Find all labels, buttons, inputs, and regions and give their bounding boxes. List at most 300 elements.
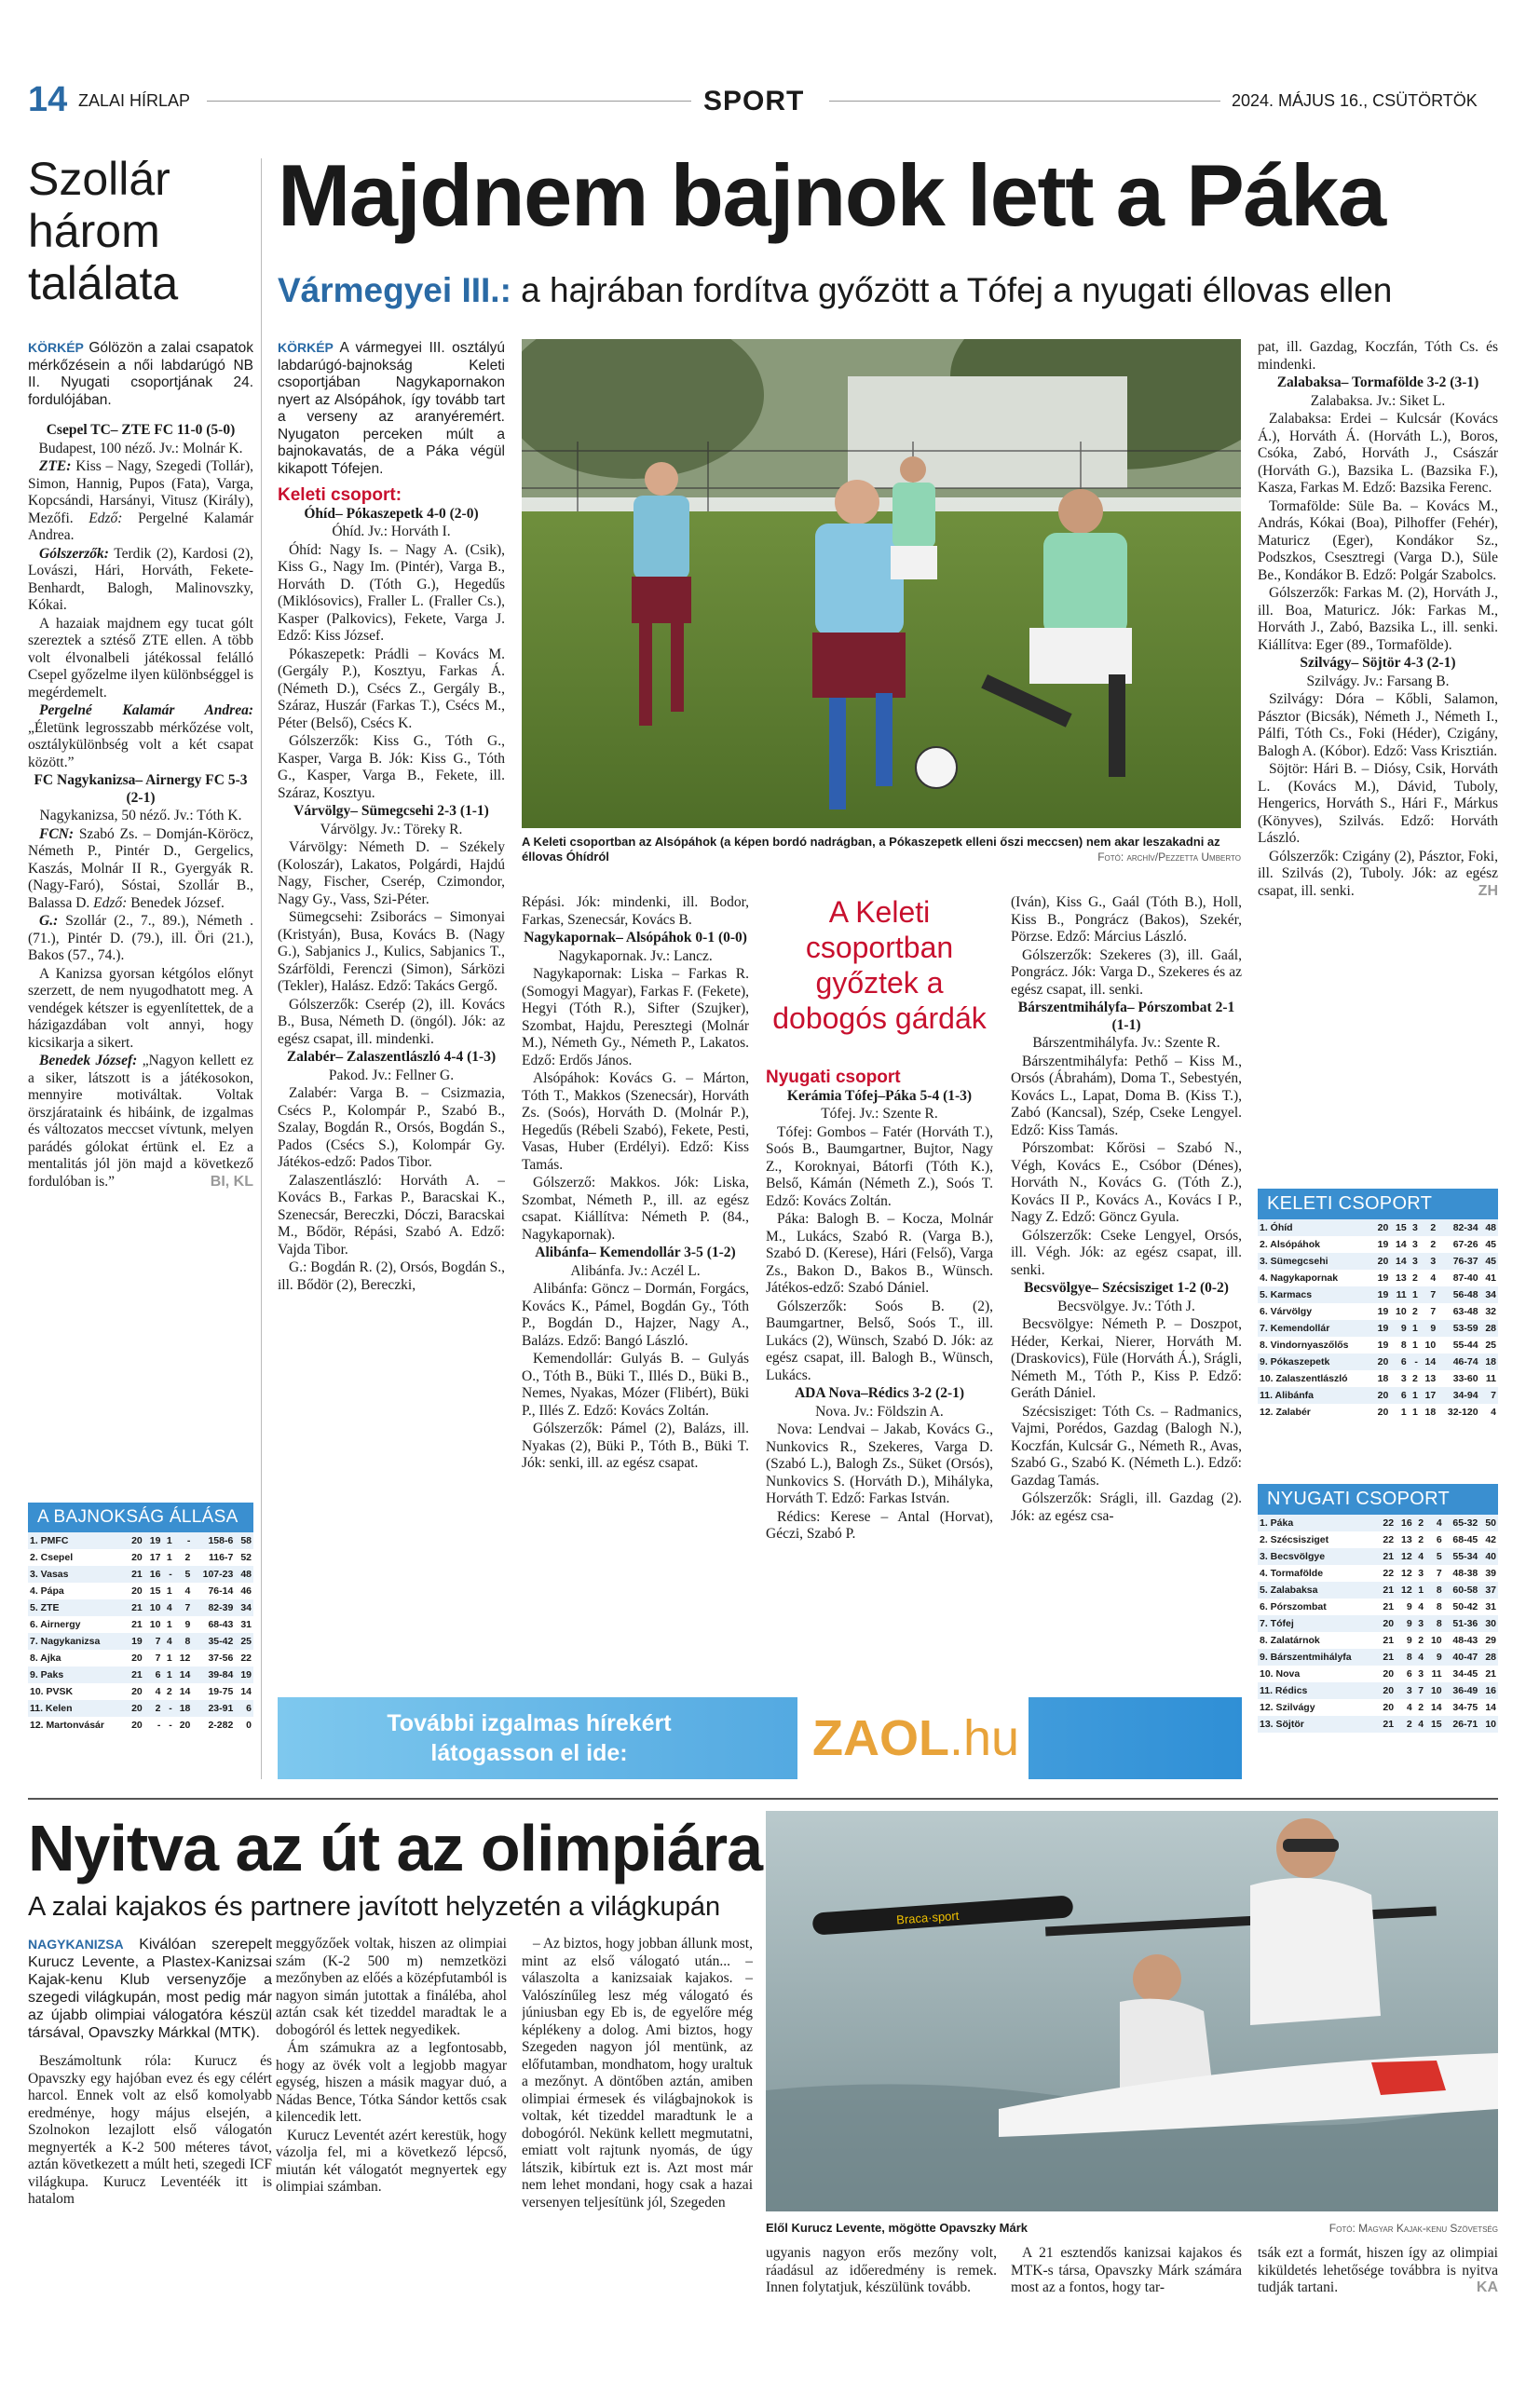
stat-cell: 28 <box>1479 1649 1498 1666</box>
team-cell: 4. Tormafölde <box>1260 1568 1324 1579</box>
stat-cell: 28 <box>1480 1320 1498 1337</box>
stat-cell: 7 <box>1430 1306 1437 1317</box>
table-row <box>1258 1219 1498 1236</box>
table-row <box>1258 1515 1498 1531</box>
stat-cell: 1 <box>162 1532 173 1549</box>
stat-cell: 16 <box>144 1566 163 1583</box>
stat-cell: 1 <box>1412 1340 1418 1351</box>
stat-cell: 20 <box>1372 1354 1390 1370</box>
stat-cell: 34-94 <box>1437 1387 1479 1404</box>
stat-cell: 48-43 <box>1452 1635 1478 1646</box>
olympic-column-3: – Az biztos, hogy jobban állunk most, mint az első válogató után... – válaszolta a kanizsaiak kajakos. – Valószínűleg lesz még válogató és júniusban egy Eb is, de egyelőre még képlékeny a dolog. Ami biztos, hogy Szegeden nagyon jól mentünk, az előfutamban, mondhatom, hogy uraltuk a mezőnyt. A döntőben aztán, amiben olimpiai érmesek és világbajnokok is voltak, két tizeddel maradtunk le a dobogóról. Nekünk kellett megmutatni, emiatt volt rajtunk nyomás, de úgy látszik, kibírtuk ezt is. Azt most már nem lehet mondani, hogy csak a hazai versenyen teljesítünk jól, Szegeden <box>522 1936 753 2211</box>
stat-cell: 8 <box>1396 1649 1414 1666</box>
stat-cell: 68-43 <box>208 1619 234 1630</box>
team-cell: 8. Ajka <box>30 1653 61 1664</box>
pull-quote: A Keleti csoportban győztek a dobogós gárdák <box>772 895 987 1035</box>
stat-cell: 1 <box>1409 1387 1420 1404</box>
team-cell: 4. Nagykapornak <box>1260 1272 1339 1284</box>
stat-cell: 15 <box>149 1585 161 1597</box>
stat-cell: 1 <box>1414 1582 1425 1599</box>
stat-cell: 2 <box>166 1686 172 1697</box>
team-cell: 2. Alsópáhok <box>1260 1239 1320 1250</box>
kayak-photo-caption: Elől Kurucz Levente, mögötte Opavszky Márk Fotó: Magyar Kajak-kenu Szövetség <box>766 2221 1498 2235</box>
stat-cell: 4 <box>1491 1407 1496 1418</box>
stat-cell: 10 <box>1425 1682 1444 1699</box>
stat-cell: 65-32 <box>1444 1515 1480 1531</box>
stat-cell: 76-14 <box>208 1585 234 1597</box>
stat-cell: 5 <box>174 1566 193 1583</box>
stat-cell: 14 <box>240 1686 252 1697</box>
stat-cell: 82-34 <box>1437 1219 1479 1236</box>
main-column-5: pat, ill. Gazdag, Koczfán, Tóth Cs. és mindenki. Zalabaksa– Tormafölde 3-2 (3-1) Zalabaksa. Jv.: Siket L. Zalabaksa: Erdei – Kulcsár (Kovács Á.), Horváth Á. (Horváth L.), Boros, Csóka, Zabó, Horváth J., Császár (Horváth G.), Bazsika L. (Bazsika F.), Kasza, Farkas M. Edző: Bazsika Ferenc. Tormafölde: Süle Ba. – Kovács M., András, Kókai (Boa), Pilhoffer (Fehér), Maturicz (Eger), Kondákor Sz., Podszkos, Csesztregi (Varga D.), Süle Be., Kondákor B. Edző: Polgár Szabolcs. Gólszerzők: Farkas M. (2), Horváth J., ill. Boa, Maturicz. Jók: Farkas M., Horváth J., Zabó, Bazsika L., ill. senki. Kiállítva: Eger (89., Tormafölde). Szilvágy– Söjtör 4-3 (2-1) Szilvágy. Jv.: Farsang B. Szilvágy: Dóra – Kőbli, Salamon, Pásztor (Bicsák), Németh J., Németh I., Pálfi, Tóth Cs., Foki (Héder), Czigány, Balogh A. (Kóbor). Edző: Vass Krisztián. Söjtör: Hári B. – Diósy, Csik, Horváth L. (Kovács M.), Dávid, Tuboly, Hengerics, Horváth S., Hári F., Márkus (Könyves), Szilvás. Edző: Horváth László. Gólszerzők: Czigány (2), Pásztor, Foki, ill. Szilvás (2), Tuboly. Jók: az egész csapat, ill. senki. ZH <box>1258 339 1498 899</box>
stat-cell: 39-84 <box>192 1667 235 1683</box>
table-row <box>28 1549 253 1566</box>
stat-cell: 14 <box>174 1667 193 1683</box>
team-cell: 2. Szécsisziget <box>1260 1534 1329 1545</box>
team-cell: 5. Zalabaksa <box>1258 1582 1377 1599</box>
table-row <box>1258 1666 1498 1682</box>
stat-cell: 34 <box>1480 1286 1498 1303</box>
stat-cell: 20 <box>1383 1668 1395 1680</box>
stat-cell: 3 <box>1400 1373 1407 1384</box>
stat-cell: 20 <box>1377 1407 1389 1418</box>
stat-cell: 14 <box>1430 1702 1442 1713</box>
main-subtitle: Vármegyei III.: a hajrában fordítva győzött a Tófej a nyugati éllovas ellen <box>278 271 1393 309</box>
stat-cell: 1 <box>166 1585 172 1597</box>
team-cell: 5. ZTE <box>28 1599 126 1616</box>
stat-cell: 8 <box>174 1633 193 1650</box>
stat-cell: 16 <box>1396 1515 1414 1531</box>
stat-cell: 4 <box>1425 1515 1444 1531</box>
stat-cell: 9 <box>1390 1320 1408 1337</box>
stat-cell: 15 <box>1425 1716 1444 1733</box>
stat-cell: 9 <box>184 1619 191 1630</box>
stat-cell: 19 <box>144 1532 163 1549</box>
kayak-photo <box>766 1811 1498 2211</box>
stat-cell: 3 <box>1418 1668 1424 1680</box>
stat-cell: 33-60 <box>1452 1373 1478 1384</box>
standings-table <box>28 1503 253 1734</box>
stat-cell: 12 <box>179 1653 191 1664</box>
stat-cell: 14 <box>1390 1253 1408 1270</box>
keleti-table <box>1258 1189 1498 1421</box>
stat-cell: 1 <box>166 1653 172 1664</box>
stat-cell: 3 <box>1412 1239 1418 1250</box>
table-row <box>28 1683 253 1700</box>
stat-cell: 2 <box>1430 1239 1437 1250</box>
stat-cell: 19 <box>235 1667 253 1683</box>
team-cell: 11. Kelen <box>28 1700 126 1717</box>
main-column-2: Répási. Jók: mindenki, ill. Bodor, Farkas, Szenecsár, Kovács B. Nagykapornak– Alsópáhok 0-1 (0-0) Nagykapornak. Jv.: Lancz. Nagykapornak: Liska – Farkas R. (Somogyi Magyar), Farkas F. (Fekete), Hegyi (Tóth R.), Sifter (Szujker), Szombat, Hajdu, Peresztegi (Molnár M.), Németh Gy., Németh P., Lakatos. Edző: Erdős János. Alsópáhok: Kovács G. – Márton, Tóth T., Makkos (Szenecsár), Horváth Zs. (Soós), Horváth D. (Molnár P.), Hegedűs (Rébeli Szabó), Fekete, Pesti, Vasas, Huber (Erdélyi). Edző: Kiss Tamás. Gólszerző: Makkos. Jók: Liska, Szombat, Németh P., ill. az egész csapat. Kiállítva: Németh P. (84., Nagykapornak). Alibánfa– Kemendollár 3-5 (1-2) Alibánfa. Jv.: Aczél L. Alibánfa: Göncz – Dormán, Forgács, Kovács K., Pámel, Bogdán Gy., Tóth P., Bogdán D., Hajzer, Nagy A., Balázs. Edző: Bangó László. Kemendollár: Gulyás B. – Gulyás O., Tóth B., Büki T., Illés D., Büki B., Nemes, Nyakas, Mózer (Flibért), Büki P., Illés Z. Edző: Kovács Zoltán. Gólszerzők: Pámel (2), Balázs, ill. Nyakas (2), Büki P., Tóth B., Büki T. Jók: senki, ill. az egész csapat. <box>522 894 749 1471</box>
stat-cell: 7 <box>1480 1387 1498 1404</box>
stat-cell: 19 <box>1377 1272 1389 1284</box>
team-cell: 4. Pápa <box>30 1585 64 1597</box>
stat-cell: 31 <box>240 1619 252 1630</box>
stat-cell: 8 <box>1436 1601 1442 1612</box>
stat-cell: 13 <box>1424 1373 1437 1384</box>
team-cell: 3. Becsvölgye <box>1258 1548 1377 1565</box>
table-row <box>1258 1699 1498 1716</box>
side-rule <box>261 158 262 1779</box>
stat-cell: 2 <box>144 1700 163 1717</box>
stat-cell: 20 <box>1377 1615 1396 1632</box>
stat-cell: 20 <box>131 1686 143 1697</box>
olympic-column-5: A 21 esztendős kanizsai kajakos és MTK-s társa, Opavszky Márk számára most az a fontos, hogy tar- <box>1011 2245 1242 2295</box>
stat-cell: 34-45 <box>1452 1668 1478 1680</box>
stat-cell: 45 <box>1480 1253 1498 1270</box>
stat-cell: 25 <box>1485 1340 1496 1351</box>
stat-cell: 17 <box>149 1552 161 1563</box>
section-divider <box>28 1798 1498 1800</box>
stat-cell: 2 <box>1418 1534 1424 1545</box>
stat-cell: 20 <box>1383 1702 1395 1713</box>
stat-cell: 55-44 <box>1452 1340 1478 1351</box>
table-row <box>1258 1565 1498 1582</box>
table-row <box>1258 1303 1498 1320</box>
stat-cell: 82-39 <box>192 1599 235 1616</box>
team-cell: 10. Zalaszentlászló <box>1260 1373 1348 1384</box>
banner-text-1: További izgalmas hírekért <box>387 1710 672 1736</box>
stat-cell: 116-7 <box>209 1552 234 1563</box>
stat-cell: 12 <box>1396 1548 1414 1565</box>
stat-cell: 63-48 <box>1452 1306 1478 1317</box>
football-photo-caption: A Keleti csoportban az Alsópáhok (a képen bordó nadrágban, a Pókaszepetk elleni őszi meccsen) nem akar leszakadni az éllovas Óhídról Fotó: archív/Pezzetta Umberto <box>522 835 1241 864</box>
stat-cell: 11 <box>1390 1286 1408 1303</box>
stat-cell: 4 <box>162 1599 173 1616</box>
stat-cell: 11 <box>1485 1373 1496 1384</box>
stat-cell: 14 <box>1420 1354 1437 1370</box>
nyugati-table-title: NYUGATI CSOPORT <box>1258 1484 1498 1515</box>
stat-cell: 4 <box>1406 1702 1412 1713</box>
stat-cell: 2 <box>1414 1515 1425 1531</box>
table-row <box>28 1650 253 1667</box>
table-row <box>1258 1320 1498 1337</box>
stat-cell: 21 <box>1377 1649 1396 1666</box>
olympic-column-1: NAGYKANIZSA Kiválóan szerepelt Kurucz Levente, a Plastex-Kanizsai Kajak-kenu Klub versenyzője a szegedi világkupán, most pedig már az újabb olimpiai válogatóra készül társával, Opavszky Márkkal (MTK). Beszámoltunk róla: Kurucz és Opavszky egy hajóban evez és egy célért harcol. Ennek volt az első komolyabb eredménye, hogy május elsején, a Szolnokon lezajlott első válogatón megnyerték a K-2 500 méteres távot, aztán következett a múlt heti, szegedi ICF világkupa. Kurucz Leventéék itt is hatalom <box>28 1937 272 2207</box>
stat-cell: 4 <box>155 1686 161 1697</box>
stat-cell: 2-282 <box>208 1720 234 1731</box>
stat-cell: 1 <box>1400 1407 1407 1418</box>
stat-cell: 31 <box>1485 1601 1496 1612</box>
stat-cell: 19 <box>1377 1340 1389 1351</box>
table-row <box>1258 1615 1498 1632</box>
stat-cell: 4 <box>184 1585 191 1597</box>
stat-cell: 18 <box>174 1700 193 1717</box>
stat-cell: 2 <box>1418 1702 1424 1713</box>
stat-cell: 1 <box>162 1667 173 1683</box>
stat-cell: 50-42 <box>1452 1601 1478 1612</box>
stat-cell: 2 <box>1396 1716 1414 1733</box>
stat-cell: 20 <box>131 1653 143 1664</box>
team-cell: 12. Zalabér <box>1260 1407 1311 1418</box>
main-column-1: KÖRKÉP A vármegyei III. osztályú labdarúgó-bajnokság Keleti csoportjában Nagykapornakon nyert az Alsópáhok, így tovább tart a verseny az aranyéremért. Nyugaton perceken múlt a bajnokavatás, de a Páka végül kikapott Tófejen. Keleti csoport: Óhíd– Pókaszepetk 4-0 (2-0) Óhíd. Jv.: Horváth I. Óhíd: Nagy Is. – Nagy A. (Csik), Kiss G., Nagy Im. (Pintér), Varga B., Horváth D. (Tóth G.), Hegedűs (Miklósovics), Fraller L. (Fraller Cs.), Kasper (Palkovics), Fekete, Varga J. Edző: Kiss József. Pókaszepetk: Prádli – Kovács M. (Gergály P.), Kosztyu, Farkas Á. (Németh D.), Csécs Z., Gergály B., Száraz, Huszár (Farkas T.), Csécs M., Péter (Belső), Csécs K. Gólszerzők: Kiss G., Tóth G., Kasper, Varga B. Jók: Kiss G., Tóth G., Kasper, Varga B., Fekete, ill. Száraz, Kosztyu. Várvölgy– Sümegcsehi 2-3 (1-1) Várvölgy. Jv.: Töreky R. Várvölgy: Németh D. – Székely (Koloszár), Lakatos, Polgárdi, Hajdú Nagy, Fischer, Cserép, Czimondor, Nagy Gy., Vass, Szi-Péter. Sümegcsehi: Zsiborács – Simonyai (Kristyán), Busa, Kovács B. (Nagy G.), Sabjanics J., Kulics, Sabjanics T., Szárföldi, Ferenczi (Simon), Sárközi (Tekler), Halász. Edző: Takács Gergő. Gólszerzők: Cserép (2), ill. Kovács B., Busa, Németh D. (öngól). Jók: az egész csapat, ill. mindenki. Zalabér– Zalaszentlászló 4-4 (1-3) Pakod. Jv.: Fellner G. Zalabér: Varga B. – Csizmazia, Csécs P., Kolompár P., Szabó B., Szalay, Bogdán R., Orsós, Bogdán S., Pados (Csécs S.), Kolompár Gy. Játékos-edző: Pados Tibor. Zalaszentlászló: Horváth A. – Kovács B., Farkas P., Baracskai K., Szenecsár, Bereczki, Dóczi, Baracskai M., Bődör, Répási, Szabó A. Edző: Vajda Tibor. G.: Bogdán R. (2), Orsós, Bogdán S., ill. Bődör (2), Bereczki, <box>278 340 505 1293</box>
table-row <box>28 1717 253 1734</box>
team-cell: 7. Nagykanizsa <box>28 1633 126 1650</box>
stat-cell: 9 <box>1420 1320 1437 1337</box>
team-cell: 12. Szilvágy <box>1260 1702 1315 1713</box>
stat-cell: 14 <box>1396 1239 1407 1250</box>
stat-cell: 9 <box>1406 1601 1412 1612</box>
paper-name: ZALAI HÍRLAP <box>78 91 191 110</box>
team-cell: 6. Várvölgy <box>1260 1306 1313 1317</box>
standings-title: A BAJNOKSÁG ÁLLÁSA <box>28 1503 253 1532</box>
stat-cell: 1 <box>1409 1320 1420 1337</box>
stat-cell: 1 <box>1409 1286 1420 1303</box>
team-cell: 11. Alibánfa <box>1258 1387 1372 1404</box>
stat-cell: 17 <box>1420 1387 1437 1404</box>
stat-cell: 2 <box>1412 1373 1418 1384</box>
header-rule-left <box>207 101 691 102</box>
stat-cell: 46-74 <box>1437 1354 1479 1370</box>
stat-cell: 21 <box>126 1599 144 1616</box>
team-cell: 7. Kemendollár <box>1258 1320 1372 1337</box>
stat-cell: 19 <box>1377 1239 1389 1250</box>
stat-cell: 20 <box>1372 1253 1390 1270</box>
stat-cell: 21 <box>1383 1635 1395 1646</box>
stat-cell: 8 <box>1425 1615 1444 1632</box>
stat-cell: 19 <box>1372 1320 1390 1337</box>
stat-cell: 39 <box>1485 1568 1496 1579</box>
stat-cell: 68-45 <box>1452 1534 1478 1545</box>
stat-cell: 4 <box>1414 1716 1425 1733</box>
zaol-banner[interactable] <box>278 1697 1242 1779</box>
stat-cell: 2 <box>1420 1219 1437 1236</box>
stat-cell: 158-6 <box>192 1532 235 1549</box>
stat-cell: 4 <box>1418 1601 1424 1612</box>
stat-cell: 7 <box>144 1633 163 1650</box>
stat-cell: 3 <box>1409 1253 1420 1270</box>
stat-cell: 40-47 <box>1444 1649 1480 1666</box>
olympic-column-6: tsák ezt a formát, hiszen így az olimpiai kiküldetés lehetősége továbbra is nyitva tudják tartani. KA <box>1258 2245 1498 2295</box>
stat-cell: 4 <box>1414 1548 1425 1565</box>
stat-cell: 3 <box>1418 1568 1424 1579</box>
stat-cell: 46 <box>240 1585 252 1597</box>
stat-cell: 9 <box>1396 1615 1414 1632</box>
stat-cell: 19 <box>126 1633 144 1650</box>
stat-cell: 35-42 <box>192 1633 235 1650</box>
team-cell: 10. PVSK <box>30 1686 74 1697</box>
stat-cell: 7 <box>1414 1682 1425 1699</box>
stat-cell: 5 <box>1425 1548 1444 1565</box>
team-cell: 12. Martonvásár <box>30 1720 104 1731</box>
stat-cell: 2 <box>1418 1635 1424 1646</box>
stat-cell: 21 <box>1377 1582 1396 1599</box>
stat-cell: 22 <box>1383 1534 1395 1545</box>
table-row <box>1258 1599 1498 1615</box>
main-column-3: Nyugati csoport Kerámia Tófej–Páka 5-4 (1-3) Tófej. Jv.: Szente R. Tófej: Gombos – Fatér (Horváth T.), Soós B., Baumgartner, Bujtor, Nagy Z., Koroknyai, Bátorfi (Tóth K.), Belső, Kámán (Németh Z.), Soós T. Edző: Kovács Zoltán. Páka: Balogh B. – Kocza, Molnár M., Lukács, Szabó R. (Varga B.), Szabó D. (Kerese), Hári (Felső), Varga Zs., Bakon D., Bakos B., Wünsch. Játékos-edző: Szabó Dániel. Gólszerzők: Soós B. (2), Baumgartner, Belső, Soós T., ill. Lukács (2), Wünsch, Szabó D. Jók: az egész csapat, ill. Balogh B., Wünsch, Lukács. ADA Nova–Rédics 3-2 (2-1) Nova. Jv.: Földszin A. Nova: Lendvai – Jakab, Kovács G., Nunkovics R., Szekeres, Varga D. (Szabó L.), Balogh Zs., Süket (Orsós), Nunkovics S. (Horváth D.), Mihályka, Horváth T. Edző: Farkas István. Rédics: Kerese – Antal (Horvat), Géczi, Szabó P. <box>766 1069 993 1542</box>
stat-cell: 21 <box>126 1566 144 1583</box>
stat-cell: - <box>157 1720 161 1731</box>
svg-text:Braca·sport: Braca·sport <box>895 1908 960 1927</box>
stat-cell: 16 <box>1479 1682 1498 1699</box>
section-name: SPORT <box>703 86 805 116</box>
banner-logo: ZAOL.hu <box>811 1710 1020 1766</box>
table-row <box>28 1583 253 1599</box>
stat-cell: 4 <box>1414 1649 1425 1666</box>
olympic-subtitle: A zalai kajakos és partnere javított helyzetén a világkupán <box>28 1892 721 1922</box>
stat-cell: 7 <box>155 1653 161 1664</box>
stat-cell: 60-58 <box>1444 1582 1480 1599</box>
stat-cell: 18 <box>1424 1407 1437 1418</box>
kayak-photo-illustration <box>766 1811 1498 2211</box>
stat-cell: 10 <box>1479 1716 1498 1733</box>
stat-cell: 3 <box>1409 1219 1420 1236</box>
football-photo <box>522 339 1241 828</box>
stat-cell: 50 <box>1479 1515 1498 1531</box>
team-cell: 5. Karmacs <box>1258 1286 1372 1303</box>
table-row <box>28 1566 253 1583</box>
stat-cell: 19 <box>1372 1286 1390 1303</box>
table-row <box>28 1599 253 1616</box>
stat-cell: 20 <box>1372 1387 1390 1404</box>
team-cell: 8. Zalatárnok <box>1260 1635 1320 1646</box>
stat-cell: 9 <box>1425 1649 1444 1666</box>
table-row <box>1258 1682 1498 1699</box>
stat-cell: 41 <box>1485 1272 1496 1284</box>
stat-cell: 1 <box>166 1619 172 1630</box>
team-cell: 2. Csepel <box>30 1552 74 1563</box>
stat-cell: 23-91 <box>192 1700 235 1717</box>
table-row <box>1258 1253 1498 1270</box>
team-cell: 3. Sümegcsehi <box>1258 1253 1372 1270</box>
side-text: KÖRKÉP Gólözön a zalai csapatok mérkőzésein a női labdarúgó NB II. Nyugati csoportjának 24. fordulójában. Csepel TC– ZTE FC 11-0 (5-0) Budapest, 100 néző. Jv.: Molnár K. ZTE: Kiss – Nagy, Szegedi (Tollár), Simon, Hannig, Pupos (Fata), Varga, Kopcsándi, Harsányi, Vitusz (Király), Mezőfi. Edző: Pergelné Kalamár Andrea. Gólszerzők: Terdik (2), Kardosi (2), Lovászi, Hári, Horváth, Fekete-Benhardt, Balogh, Malinovszky, Kókai. A hazaiak majdnem egy tucat gólt szereztek a sztéső ZTE ellen. A több volt élvonalbeli játékossal felálló Csepel győzelme ilyen különbséggel is megérdemelt. Pergelné Kalamár Andrea: „Életünk legrosszabb mérkőzése volt, osztálykülönbség volt a két csapat között.” FC Nagykanizsa– Airnergy FC 5-3 (2-1) Nagykanizsa, 50 néző. Jv.: Tóth K. FCN: Szabó Zs. – Domján-Köröcz, Németh P., Pintér D., Gergelics, Kaszás, Molnár II R., Gyergyák R. (Nagy-Faró), Sóstai, Szollár B., Balassa D. Edző: Benedek József. G.: Szollár (2., 7., 89.), Németh . (71.), Pintér D. (79.), ill. Öri (21.), Bakos (57., 74.). A Kanizsa gyorsan kétgólos előnyt szerzett, de nem nyugodhatott meg. A vendégek kétszer is egyenlítettek, de a házigazdában volt annyi, hogy kicsikarja a sikert. Benedek József: „Nagyon kellett ez a siker, látszott is a játékosokon, mennyire motiváltak. Voltak örszjárataink és hibáink, de izgalmas és változatos meccset vívtunk, melyen parádés gólokat értünk el. Ez a mentalitás jól jön majd a következő fordulóban is.” BI, KL <box>28 340 253 1190</box>
team-cell: 3. Vasas <box>28 1566 126 1583</box>
stat-cell: 55-34 <box>1444 1548 1480 1565</box>
stat-cell: 20 <box>131 1585 143 1597</box>
page-number: 14 <box>28 80 68 119</box>
stat-cell: 14 <box>1485 1702 1496 1713</box>
stat-cell: 34 <box>235 1599 253 1616</box>
main-headline: Majdnem bajnok lett a Páka <box>278 146 1385 244</box>
stat-cell: 87-40 <box>1452 1272 1478 1284</box>
stat-cell: 6 <box>1390 1387 1408 1404</box>
stat-cell: 18 <box>1377 1373 1389 1384</box>
stat-cell: 19-75 <box>208 1686 234 1697</box>
table-row <box>1258 1582 1498 1599</box>
table-row <box>1258 1236 1498 1253</box>
stat-cell: 36-49 <box>1444 1682 1480 1699</box>
olympic-column-2: meggyőzőek voltak, hiszen az olimpiai szám (K-2 500 m) nemzetközi mezőnyben az előés a középfutamból is nagyon simán jutottak a fináléba, ahol aztán csak két tizeddel maradtak le a dobogóról és lettek negyedikek. Ám számukra az a legfontosabb, hogy az övék volt a legjobb magyar egység, hiszen a másik magyar duó, a Nádas Bence, Tótka Sándor kettős csak kilencedik lett. Kurucz Leventét azért kerestük, hogy vázolja fel, mi a következő lépcső, miután két válogatót megnyertek egy olimpiai számban. <box>276 1936 507 2195</box>
stat-cell: 21 <box>126 1667 144 1683</box>
table-row <box>1258 1286 1498 1303</box>
table-row <box>1258 1370 1498 1387</box>
stat-cell: 76-37 <box>1437 1253 1479 1270</box>
stat-cell: 0 <box>246 1720 252 1731</box>
stat-cell: 6 <box>144 1667 163 1683</box>
stat-cell: 13 <box>1396 1272 1407 1284</box>
stat-cell: 22 <box>1383 1568 1395 1579</box>
stat-cell: 20 <box>1377 1682 1396 1699</box>
stat-cell: 58 <box>235 1532 253 1549</box>
stat-cell: 3 <box>1396 1682 1414 1699</box>
team-cell: 1. Páka <box>1258 1515 1377 1531</box>
nyugati-table <box>1258 1484 1498 1733</box>
stat-cell: 20 <box>131 1552 143 1563</box>
stat-cell: 10 <box>1396 1306 1407 1317</box>
stat-cell: 13 <box>1401 1534 1412 1545</box>
stat-cell: 21 <box>1383 1601 1395 1612</box>
olympic-headline: Nyitva az út az olimpiára <box>28 1812 763 1884</box>
team-cell: 6. Pórszombat <box>1260 1601 1327 1612</box>
stat-cell: 2 <box>184 1552 191 1563</box>
table-row <box>1258 1649 1498 1666</box>
team-cell: 1. Óhíd <box>1258 1219 1372 1236</box>
header-rule-right <box>829 101 1220 102</box>
stat-cell: 4 <box>162 1633 173 1650</box>
stat-cell: 6 <box>1406 1668 1412 1680</box>
stat-cell: 7 <box>1420 1286 1437 1303</box>
stat-cell: 8 <box>1400 1340 1407 1351</box>
stat-cell: 26-71 <box>1444 1716 1480 1733</box>
stat-cell: 6 <box>235 1700 253 1717</box>
team-cell: 6. Airnergy <box>30 1619 81 1630</box>
table-row <box>1258 1404 1498 1421</box>
stat-cell: 7 <box>1436 1568 1442 1579</box>
stat-cell: 42 <box>1485 1534 1496 1545</box>
stat-cell: 53-59 <box>1437 1320 1479 1337</box>
stat-cell: 22 <box>240 1653 252 1664</box>
stat-cell: - <box>174 1532 193 1549</box>
team-cell: 13. Söjtör <box>1258 1716 1377 1733</box>
stat-cell: 20 <box>1372 1219 1390 1236</box>
stat-cell: 107-23 <box>192 1566 235 1583</box>
stat-cell: 20 <box>126 1700 144 1717</box>
team-cell: 8. Vindornyaszőlős <box>1260 1340 1349 1351</box>
team-cell: 11. Rédics <box>1258 1682 1377 1699</box>
keleti-table-title: KELETI CSOPORT <box>1258 1189 1498 1219</box>
stat-cell: 32-120 <box>1447 1407 1478 1418</box>
stat-cell: - <box>162 1700 173 1717</box>
main-column-4: (Iván), Kiss G., Gaál (Tóth B.), Holl, Kiss B., Pongrácz (Bakos), Szekér, Pörzse. Edző: Március László. Gólszerzők: Szekeres (3), ill. Gaál, Pongrácz. Jók: Varga D., Szekeres és az egész csapat, ill. senki. Bárszentmihályfa– Pórszombat 2-1 (1-1) Bárszentmihályfa. Jv.: Szente R. Bárszentmihályfa: Pethő – Kiss M., Orsós (Ábrahám), Doma T., Sebestyén, Kovács L., Lapat, Doma B. (Kiss T.), Zabó (Kancsal), Szép, Cseke Lengyel. Edző: Kiss Tamás. Pórszombat: Kőrösi – Szabó N., Végh, Kovács E., Csóbor (Dénes), Horváth N., Kovács G. (Tóth Z.), Kovács II P., Kovács A., Kovács I P., Nagy Z. Edző: Göncz Gyula. Gólszerzők: Cseke Lengyel, Orsós, ill. Végh. Jók: az egész csapat, ill. senki. Becsvölgye– Szécsisziget 1-2 (0-2) Becsvölgye. Jv.: Tóth J. Becsvölgye: Németh P. – Doszpot, Héder, Kerkai, Nierer, Horváth M. (Draskovics), Füle (Horváth Á.), Srágli, Németh M., Tóth P., Kiss P. Edző: Geráth Dániel. Szécsisziget: Tóth Cs. – Radmanics, Vajmi, Porédos, Gazdag (Balogh N.), Koczfán, Kulcsár G., Németh R., Avas, Szabó G., Szabó K. (Németh L.). Edző: Gazdag Tamás. Gólszerzők: Srágli, ill. Gazdag (2). Jók: az egész csa- <box>1011 894 1242 1524</box>
team-cell: 9. Paks <box>28 1667 126 1683</box>
stat-cell: 10 <box>1424 1340 1437 1351</box>
stat-cell: - <box>1409 1354 1420 1370</box>
stat-cell: 48-38 <box>1452 1568 1478 1579</box>
stat-cell: 21 <box>1377 1548 1396 1565</box>
stat-cell: 10 <box>144 1599 163 1616</box>
stat-cell: 40 <box>1479 1548 1498 1565</box>
team-cell: 1. PMFC <box>28 1532 126 1549</box>
stat-cell: 67-26 <box>1452 1239 1478 1250</box>
stat-cell: 15 <box>1390 1219 1408 1236</box>
team-cell: 9. Pókaszepetk <box>1258 1354 1372 1370</box>
side-kicker: KÖRKÉP <box>28 340 84 355</box>
stat-cell: - <box>162 1566 173 1583</box>
stat-cell: 6 <box>1436 1534 1442 1545</box>
stat-cell: 12 <box>1396 1582 1414 1599</box>
stat-cell: 52 <box>240 1552 252 1563</box>
stat-cell: 21 <box>1377 1716 1396 1733</box>
stat-cell: 18 <box>1480 1354 1498 1370</box>
stat-cell: 14 <box>179 1686 191 1697</box>
stat-cell: 30 <box>1479 1615 1498 1632</box>
team-cell: 7. Tófej <box>1258 1615 1377 1632</box>
olympic-column-4: ugyanis nagyon erős mezőny volt, ráadásul az időeredmény is remek. Innen folytatjuk, készülünk tovább. <box>766 2245 997 2295</box>
table-row <box>28 1633 253 1650</box>
stat-cell: 3 <box>1414 1615 1425 1632</box>
issue-date: 2024. MÁJUS 16., CSÜTÖRTÖK <box>1232 91 1478 110</box>
table-row <box>1258 1548 1498 1565</box>
stat-cell: 2 <box>1412 1272 1418 1284</box>
side-title: Szollár három találata <box>28 153 179 309</box>
stat-cell: 29 <box>1485 1635 1496 1646</box>
table-row <box>1258 1354 1498 1370</box>
stat-cell: 20 <box>179 1720 191 1731</box>
table-row <box>1258 1716 1498 1733</box>
stat-cell: 19 <box>1377 1306 1389 1317</box>
stat-cell: 11 <box>1431 1668 1442 1680</box>
stat-cell: 12 <box>1401 1568 1412 1579</box>
